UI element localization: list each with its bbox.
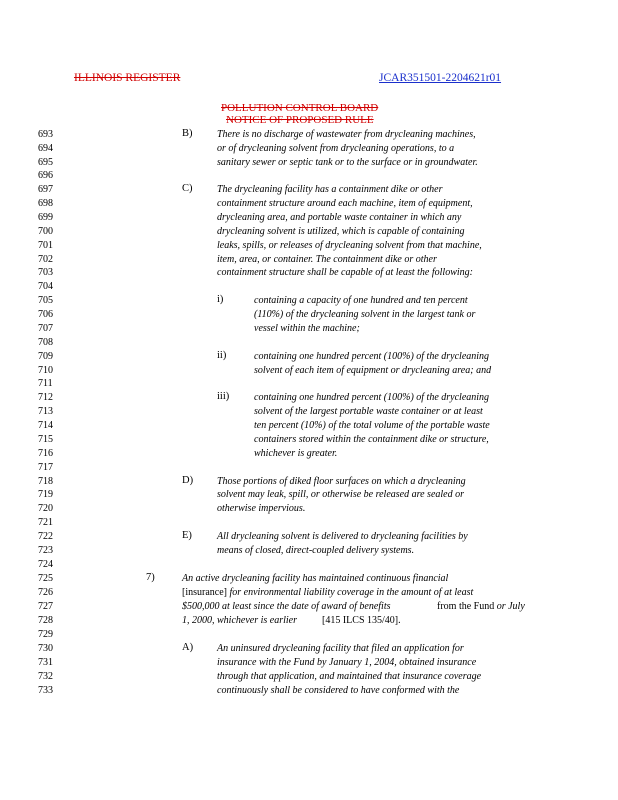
line-number: 719 [38,489,53,500]
line-number: 708 [38,337,53,348]
line-number: 709 [38,351,53,362]
line-number: 731 [38,657,53,668]
section-e-line: All drycleaning solvent is delivered to drycleaning facilities by [217,531,468,542]
section-c-line: containment structure around each machine, item of equipment, [217,198,473,209]
statute-citation: [415 ILCS 135/40]. [322,615,401,626]
line-number: 733 [38,685,53,696]
line-number: 714 [38,420,53,431]
line-number: 730 [38,643,53,654]
label-e: E) [182,530,192,541]
line-number: 697 [38,184,53,195]
section-a-line: through that application, and maintained that insurance coverage [217,671,482,682]
line-number: 723 [38,545,53,556]
section-d-line: Those portions of diked floor surfaces on which a drycleaning [217,476,466,487]
section-ii-line: containing one hundred percent (100%) of the drycleaning [254,351,490,362]
line-number: 720 [38,503,53,514]
section-b-line: sanitary sewer or septic tank or to the surface or in groundwater. [217,157,478,168]
notice-title: NOTICE OF PROPOSED RULE [226,114,374,126]
section-iii-line: ten percent (10%) of the total volume of the portable waste [254,420,490,431]
section-i-line: vessel within the machine; [254,323,360,334]
label-iii: iii) [217,391,230,402]
item-7-text: for environmental liability coverage in the amount of at least [226,587,474,598]
line-number: 705 [38,295,53,306]
section-iii-line: solvent of the largest portable waste container or at least [254,406,483,417]
line-number: 711 [38,378,53,389]
label-a: A) [182,642,194,653]
section-e-line: means of closed, direct-coupled delivery systems. [217,545,415,556]
item-7-line [182,587,473,598]
item-7-line: 1, 2000, whichever is earlier [182,615,297,626]
line-number: 700 [38,226,53,237]
section-c-line: The drycleaning facility has a containment dike or other [217,184,443,195]
line-number: 713 [38,406,53,417]
label-ii: ii) [217,350,227,361]
line-number: 694 [38,143,53,154]
line-number: 722 [38,531,53,542]
line-number: 715 [38,434,53,445]
line-number: 696 [38,170,53,181]
section-d-line: solvent may leak, spill, or otherwise be released are sealed or [217,489,464,500]
section-c-line: drycleaning area, and portable waste container in which any [217,212,462,223]
line-number: 724 [38,559,53,570]
from-the-fund: from the Fund [437,601,495,612]
section-a-line: An uninsured drycleaning facility that filed an application for [217,643,464,654]
line-number: 716 [38,448,53,459]
line-number: 699 [38,212,53,223]
section-c-line: containment structure shall be capable of at least the following: [217,267,473,278]
section-ii-line: solvent of each item of equipment or drycleaning area; and [254,365,492,376]
item-7-line: An active drycleaning facility has maintained continuous financial [182,573,449,584]
board-title: POLLUTION CONTROL BOARD [221,102,379,114]
line-number: 732 [38,671,53,682]
section-b-line: There is no discharge of wastewater from drycleaning machines, [217,129,476,140]
section-a-line: continuously shall be considered to have conformed with the [217,685,460,696]
label-i: i) [217,294,224,305]
line-number: 710 [38,365,53,376]
label-b: B) [182,128,193,139]
section-iii-line: containers stored within the containment dike or structure, [254,434,489,445]
section-c-line: item, area, or container. The containment dike or other [217,254,437,265]
section-i-line: (110%) of the drycleaning solvent in the largest tank or [254,309,476,320]
line-number: 702 [38,254,53,265]
line-number: 695 [38,157,53,168]
section-b-line: or of drycleaning solvent from drycleaning operations, to a [217,143,455,154]
jcar-code: JCAR351501-2204621r01 [379,72,502,84]
line-number: 717 [38,462,53,473]
label-7: 7) [146,572,155,583]
line-number: 725 [38,573,53,584]
section-c-line: drycleaning solvent is utilized, which is capable of containing [217,226,465,237]
item-7-text: or July [494,601,525,612]
section-c-line: leaks, spills, or releases of drycleaning solvent from that machine, [217,240,482,251]
line-number: 693 [38,129,53,140]
section-iii-line: containing one hundred percent (100%) of the drycleaning [254,392,490,403]
line-number: 703 [38,267,53,278]
section-iii-line: whichever is greater. [254,448,338,459]
line-number: 698 [38,198,53,209]
line-number: 718 [38,476,53,487]
item-7-line: $500,000 at least since the date of award of benefits [182,601,391,612]
line-number: 712 [38,392,53,403]
line-number: 704 [38,281,53,292]
label-c: C) [182,183,193,194]
register-header: ILLINOIS REGISTER [74,72,181,84]
line-number: 727 [38,601,53,612]
section-a-line: insurance with the Fund by January 1, 2004, obtained insurance [217,657,477,668]
line-number: 728 [38,615,53,626]
line-number: 707 [38,323,53,334]
section-i-line: containing a capacity of one hundred and ten percent [254,295,468,306]
line-number: 706 [38,309,53,320]
line-number: 729 [38,629,53,640]
label-d: D) [182,475,194,486]
section-d-line: otherwise impervious. [217,503,306,514]
item-7-line [437,601,525,612]
line-number: 726 [38,587,53,598]
bracket-insurance: [insurance] [182,587,227,598]
line-number: 701 [38,240,53,251]
line-number: 721 [38,517,53,528]
